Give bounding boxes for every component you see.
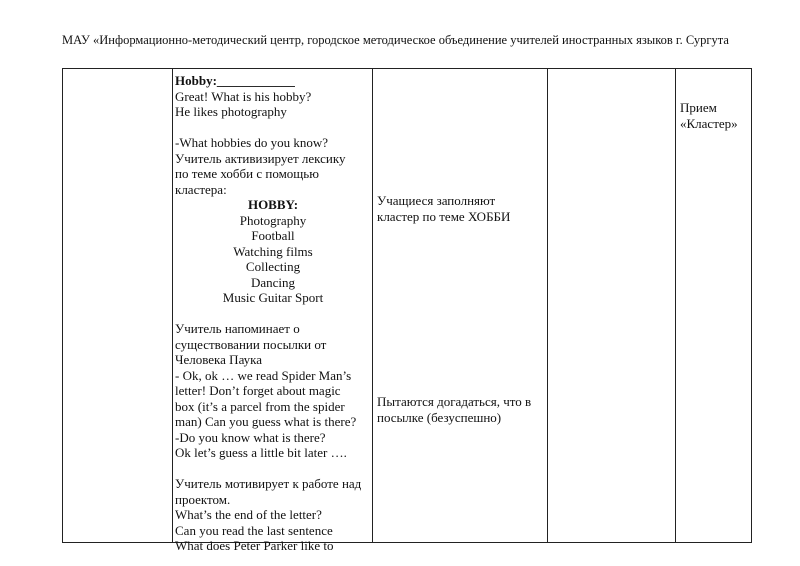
cluster-item: Photography [239, 212, 307, 228]
text-line: Can you read the last sentence [175, 522, 333, 538]
text-line: Учитель активизирует лексику [175, 150, 346, 166]
cluster-title: HOBBY: [247, 197, 299, 212]
text-line: He likes photography [175, 104, 287, 119]
text-line: кластера: [175, 181, 227, 197]
text-line: letter! Don’t forget about magic [175, 383, 341, 398]
text-line: Пытаются догадаться, что в [377, 394, 532, 409]
cluster-item: Music Guitar Sport [222, 290, 324, 305]
text-line: - Ok, ok … we read Spider Man’s [175, 367, 352, 383]
column-divider [372, 69, 373, 542]
text-line: кластер по теме ХОББИ [377, 208, 511, 224]
text-line: What’s the end of the letter? [175, 507, 322, 522]
student-activity-a [377, 193, 510, 224]
text-line: «Кластер» [680, 115, 738, 131]
text-line: -What hobbies do you know? [175, 135, 329, 150]
cluster-item: Watching films [233, 243, 313, 259]
text-line: box (it’s a parcel from the spider [175, 398, 345, 414]
column-divider [547, 69, 548, 542]
hobby-label: Hobby:____________ [175, 73, 295, 88]
cluster-item: Collecting [245, 259, 301, 274]
student-activity-b [377, 394, 531, 425]
text-line: Учитель мотивирует к работе над [175, 476, 362, 491]
text-line: -Do you know what is there? [175, 429, 326, 445]
text-line: посылке (безуспешно) [377, 409, 502, 425]
text-line: проектом. [175, 491, 231, 507]
text-line: Учащиеся заполняют [377, 193, 496, 208]
cluster-item: Dancing [250, 274, 296, 290]
text-line: по теме хобби с помощью [175, 166, 319, 181]
cluster-item: Football [251, 228, 295, 243]
method-cell [680, 100, 738, 131]
text-line: Ok let’s guess a little bit later …. [175, 445, 347, 460]
teacher-activity-cell [175, 73, 371, 554]
text-line: Прием [680, 100, 717, 115]
column-divider [172, 69, 173, 542]
column-divider [675, 69, 676, 542]
text-line: существовании посылки от [175, 336, 327, 352]
text-line: What does Peter Parker like to [175, 538, 334, 553]
page-header: МАУ «Информационно-методический центр, городское методическое объединение учителей иностранных языков г. Сургута [62, 33, 729, 47]
lesson-table [62, 68, 752, 553]
text-line: Человека Паука [175, 352, 263, 367]
text-line: Учитель напоминает о [175, 321, 300, 336]
text-line: man) Can you guess what is there? [175, 414, 357, 429]
text-line: Great! What is his hobby? [175, 88, 312, 104]
